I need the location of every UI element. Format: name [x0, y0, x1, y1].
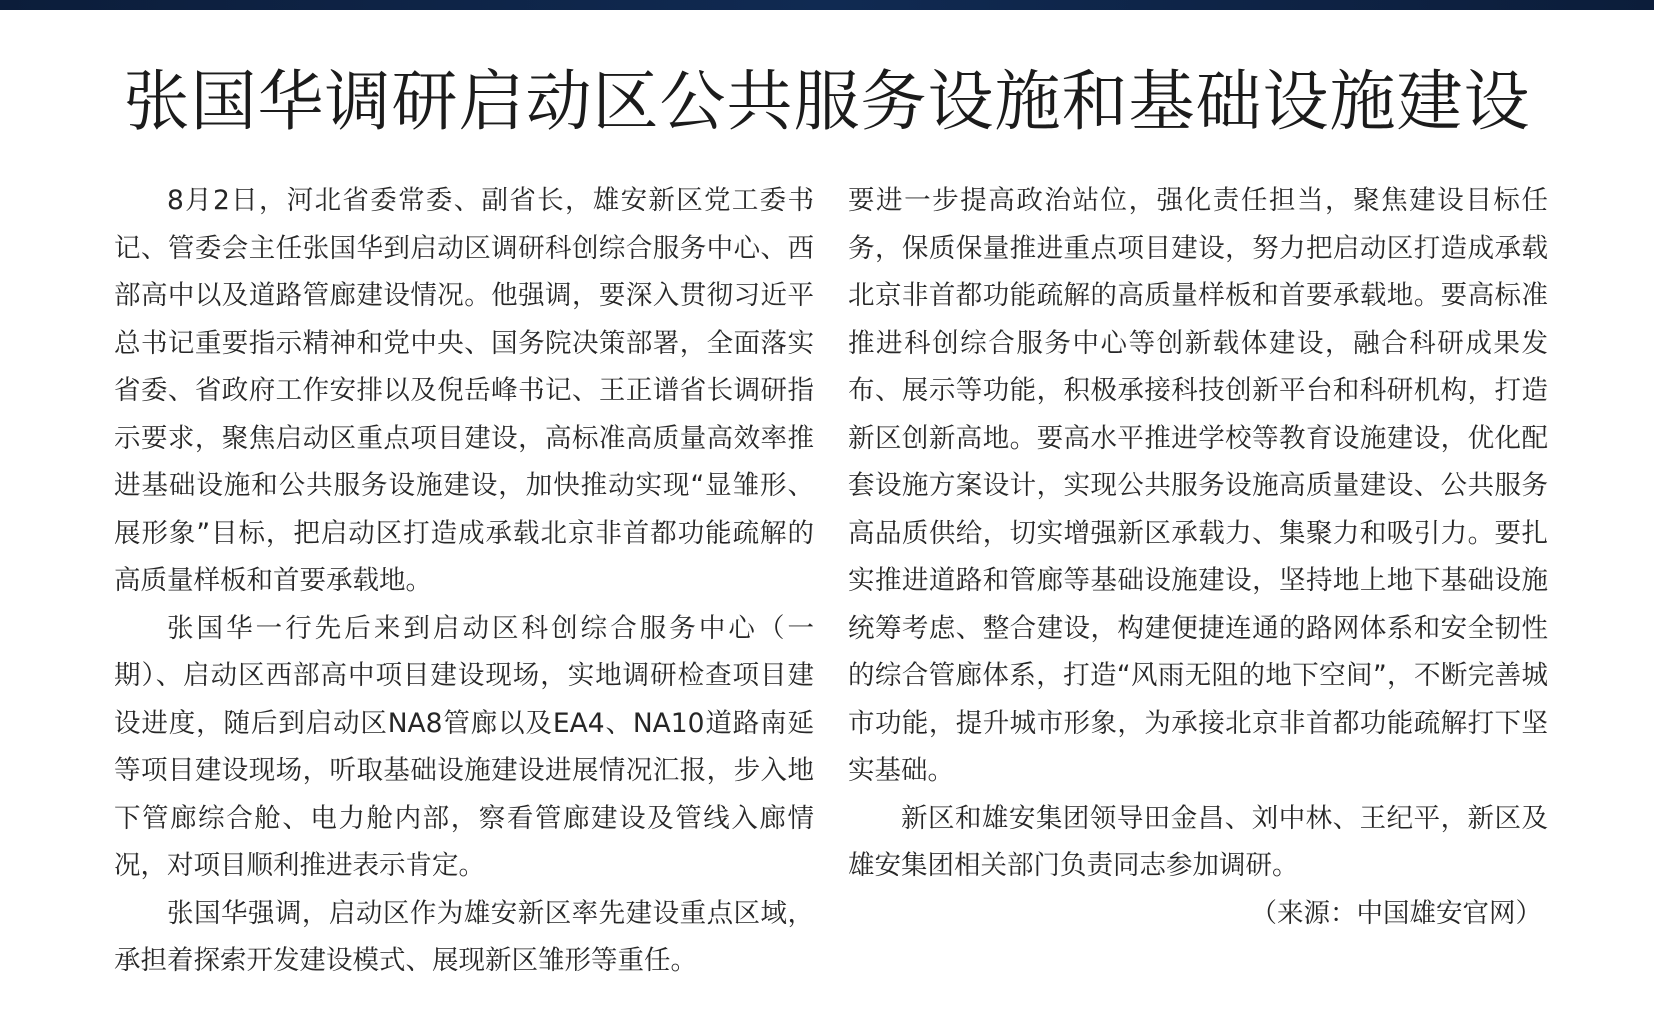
article-paragraph: 8月2日，河北省委常委、副省长，雄安新区党工委书记、管委会主任张国华到启动区调研科创综合服务中心、西部高中以及道路管廊建设情况。他强调，要深入贯彻习近平总书记重要指示精神和党中央、国务院决策部署，全面落实省委、省政府工作安排以及倪岳峰书记、王正谱省长调研指示要求，聚焦启动区重点项目建设，高标准高质量高效率推进基础设施和公共服务设施建设，加快推动实现“显雏形、展形象”目标，把启动区打造成承载北京非首都功能疏解的高质量样板和首要承载地。: [114, 185, 814, 596]
article-title: 张国华调研启动区公共服务设施和基础设施建设: [123, 63, 1531, 140]
article-paragraph: 新区和雄安集团领导田金昌、刘中林、王纪平，新区及雄安集团相关部门负责同志参加调研。: [848, 802, 1548, 881]
article-column-left: [114, 177, 814, 985]
article-source: （来源：中国雄安官网）: [1250, 897, 1542, 929]
article-paragraph: 张国华一行先后来到启动区科创综合服务中心（一期）、启动区西部高中项目建设现场，实地调研检查项目建设进度，随后到启动区NA8管廊以及EA4、NA10道路南延等项目建设现场，听取基础设施建设进展情况汇报，步入地下管廊综合舱、电力舱内部，察看管廊建设及管线入廊情况，对项目顺利推进表示肯定。: [114, 612, 814, 881]
article-paragraph: 张国华强调，启动区作为雄安新区率先建设重点区域，承担着探索开发建设模式、展现新区雏形等重任。: [114, 897, 814, 976]
top-banner-bar: [0, 0, 1654, 10]
article-column-right: [848, 177, 1548, 937]
article-paragraph-continuation: 要进一步提高政治站位，强化责任担当，聚焦建设目标任务，保质保量推进重点项目建设，努力把启动区打造成承载北京非首都功能疏解的高质量样板和首要承载地。要高标准推进科创综合服务中心等创新载体建设，融合科研成果发布、展示等功能，积极承接科技创新平台和科研机构，打造新区创新高地。要高水平推进学校等教育设施建设，优化配套设施方案设计，实现公共服务设施高质量建设、公共服务高品质供给，切实增强新区承载力、集聚力和吸引力。要扎实推进道路和管廊等基础设施建设，坚持地上地下基础设施统筹考虑、整合建设，构建便捷连通的路网体系和安全韧性的综合管廊体系，打造“风雨无阻的地下空间”，不断完善城市功能，提升城市形象，为承接北京非首都功能疏解打下坚实基础。: [848, 185, 1548, 786]
